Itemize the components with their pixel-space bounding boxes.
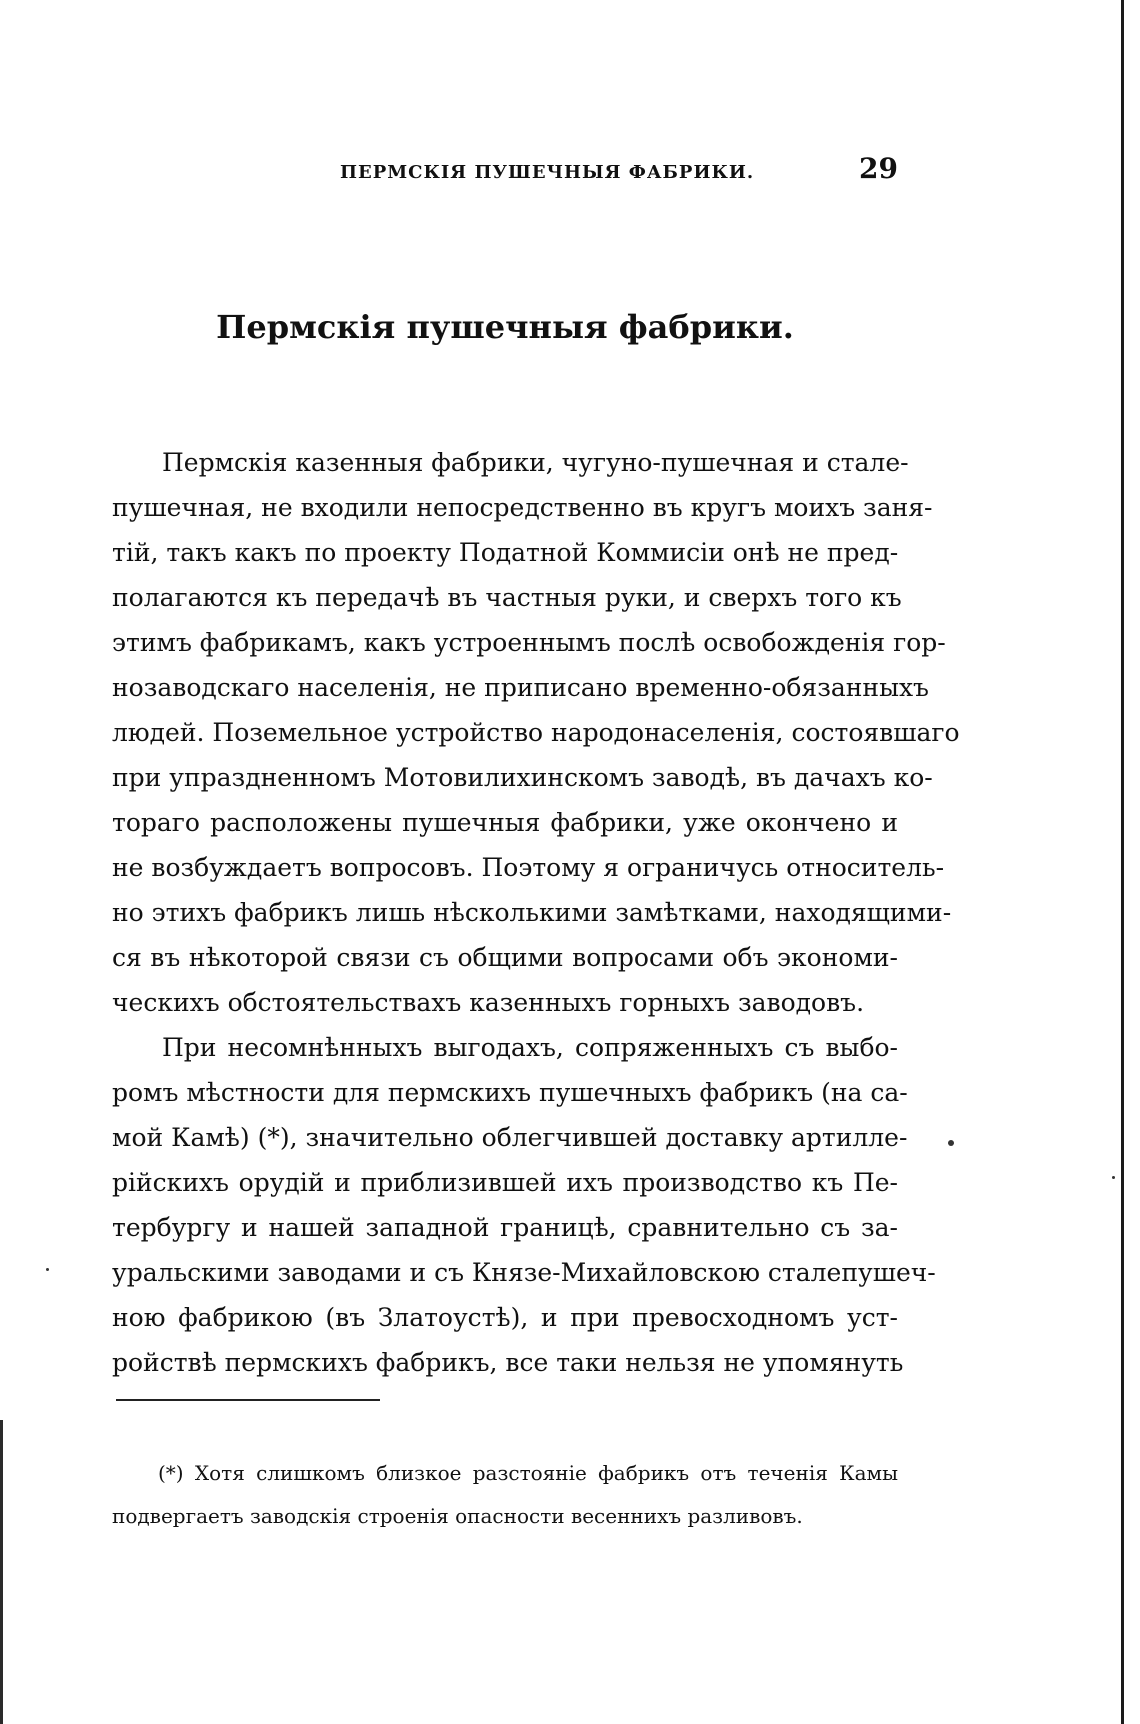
running-title: ПЕРМСКІЯ ПУШЕЧНЫЯ ФАБРИКИ.	[340, 162, 755, 183]
text-line: ромъ мѣстности для пермскихъ пушечныхъ фабрикъ (на са-	[112, 1078, 908, 1107]
footnote	[112, 1452, 898, 1538]
text-line: но этихъ фабрикъ лишь нѣсколькими замѣтками, находящими-	[112, 898, 952, 927]
print-speck	[948, 1140, 954, 1146]
page-edge-shadow	[1121, 0, 1124, 1724]
text-line: не возбуждаетъ вопросовъ. Поэтому я ограничусь относитель-	[112, 853, 945, 882]
page-edge-shadow-left	[0, 1420, 3, 1724]
text-line: рійскихъ орудій и приблизившей ихъ производство къ Пе-	[112, 1168, 898, 1197]
text-line: ческихъ обстоятельствахъ казенныхъ горныхъ заводовъ.	[112, 988, 865, 1017]
footnote-line: (*) Хотя слишкомъ близкое разстояніе фабрикъ отъ теченія Камы	[158, 1461, 898, 1485]
text-line: тербургу и нашей западной границѣ, сравнительно съ за-	[112, 1213, 898, 1242]
page-number: 29	[859, 152, 898, 185]
text-line: тій, такъ какъ по проекту Податной Коммисіи онѣ не пред-	[112, 538, 899, 567]
footnote-divider	[116, 1399, 380, 1401]
text-line: полагаются къ передачѣ въ частныя руки, и сверхъ того къ	[112, 583, 902, 612]
footnote-line: подвергаетъ заводскія строенія опасности весеннихъ разливовъ.	[112, 1504, 803, 1528]
text-line: людей. Поземельное устройство народонаселенія, состоявшаго	[112, 718, 960, 747]
text-line: пушечная, не входили непосредственно въ кругъ моихъ заня-	[112, 493, 933, 522]
text-line: Пермскія казенныя фабрики, чугуно-пушечная и стале-	[162, 448, 909, 477]
text-line: уральскими заводами и съ Князе-Михайловскою сталепушеч-	[112, 1258, 936, 1287]
print-speck	[46, 1268, 49, 1271]
text-line: ся въ нѣкоторой связи съ общими вопросами объ экономи-	[112, 943, 898, 972]
text-line: мой Камѣ) (*), значительно облегчившей доставку артилле-	[112, 1123, 908, 1152]
text-line: ройствѣ пермскихъ фабрикъ, все таки нельзя не упомянуть	[112, 1348, 904, 1377]
print-speck	[1112, 1176, 1115, 1179]
text-line: При несомнѣнныхъ выгодахъ, сопряженныхъ съ выбо-	[162, 1033, 898, 1062]
text-line: этимъ фабрикамъ, какъ устроеннымъ послѣ освобожденія гор-	[112, 628, 946, 657]
chapter-title: Пермскія пушечныя фабрики.	[216, 308, 794, 346]
text-line: при упраздненномъ Мотовилихинскомъ заводѣ, въ дачахъ ко-	[112, 763, 933, 792]
body-text	[112, 440, 960, 1385]
running-header	[112, 152, 898, 185]
text-line: ною фабрикою (въ Златоустѣ), и при превосходномъ уст-	[112, 1303, 898, 1332]
text-line: тораго расположены пушечныя фабрики, уже окончено и	[112, 808, 898, 837]
text-line: нозаводскаго населенія, не приписано временно-обязанныхъ	[112, 673, 929, 702]
